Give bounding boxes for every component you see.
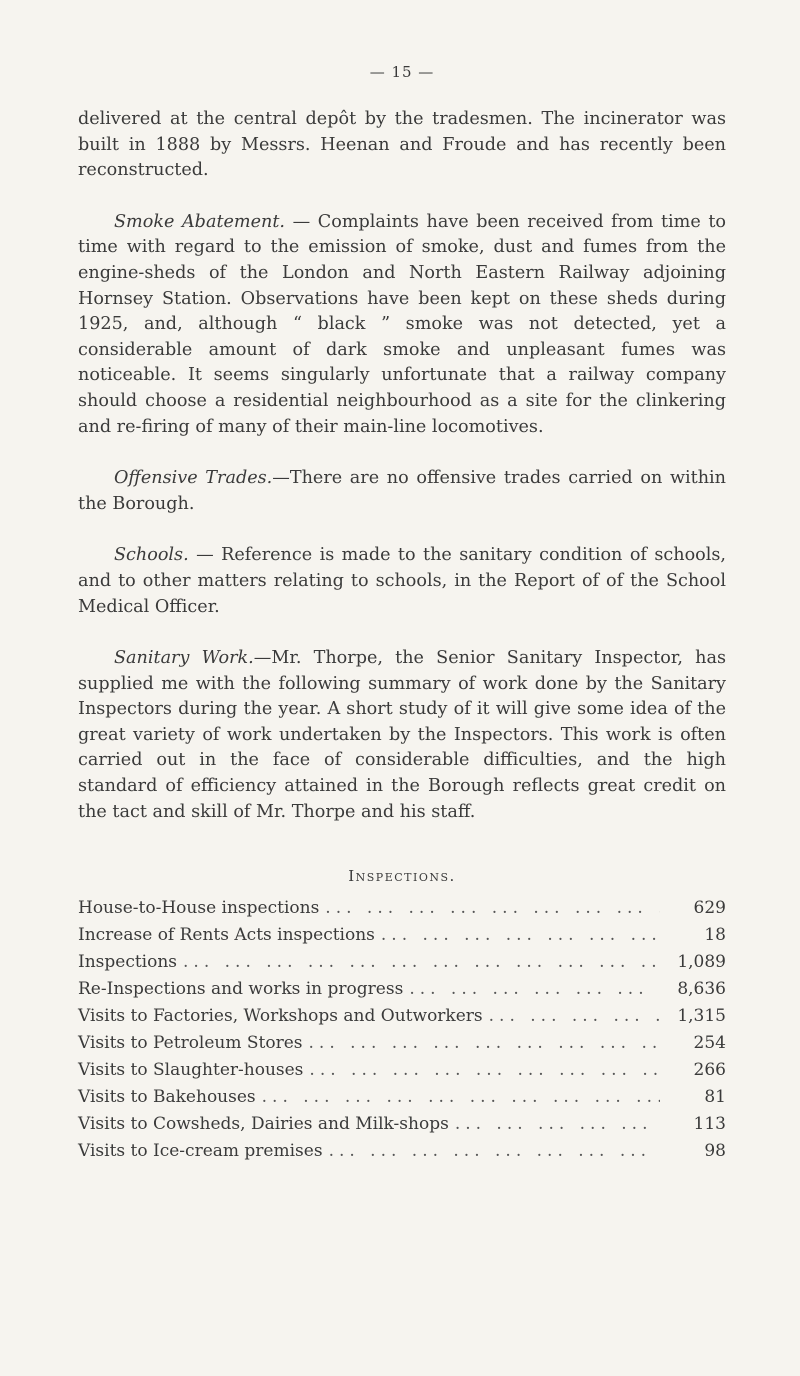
row-label: Visits to Petroleum Stores <box>78 1033 303 1053</box>
row-value: 254 <box>693 1033 726 1053</box>
row-label: Visits to Factories, Workshops and Outworkers <box>78 1006 483 1026</box>
table-row <box>78 1138 726 1165</box>
table-row <box>78 1030 726 1057</box>
row-label: Visits to Cowsheds, Dairies and Milk-shops <box>78 1114 449 1134</box>
dot-leader <box>409 976 660 1003</box>
page-number: — 15 — <box>369 63 435 81</box>
paragraph-incinerator <box>78 107 726 184</box>
row-label: Visits to Slaughter-houses <box>78 1060 304 1080</box>
dot-leader <box>381 922 660 949</box>
row-label: Visits to Bakehouses <box>78 1087 256 1107</box>
paragraph-text: — Reference is made to the sanitary condition of schools, and to other matters relating to schools, in the Report of of the School Medical Officer. <box>78 545 726 617</box>
paragraph-heading: Offensive Trades. <box>114 468 273 489</box>
row-value: 629 <box>693 898 726 918</box>
paragraph-heading: Smoke Abatement. <box>114 211 286 232</box>
paragraph-smoke-abatement <box>78 210 726 440</box>
row-label: Re-Inspections and works in progress <box>78 979 404 999</box>
body-text <box>78 107 726 851</box>
table-row <box>78 1003 726 1030</box>
paragraph-text: —Mr. Thorpe, the Senior Sanitary Inspector, has supplied me with the following summary of work done by the Sanitary Inspectors during the year. A short study of it will give some idea of the great variety of work undertaken by the Inspectors. This work is often carried out in the face of considerable difficulties, and the high standard of efficiency attained in the Borough reflects great credit on the tact and skill of Mr. Thorpe and his staff. <box>78 648 726 822</box>
paragraph-heading: Schools. <box>114 545 189 566</box>
table-row <box>78 1057 726 1084</box>
row-value: 1,315 <box>677 1006 726 1026</box>
table-row <box>78 922 726 949</box>
row-label: Increase of Rents Acts inspections <box>78 925 375 945</box>
dot-leader <box>309 1030 660 1057</box>
paragraph-offensive-trades <box>78 466 726 517</box>
dot-leader <box>489 1003 660 1030</box>
dot-leader <box>325 895 660 922</box>
dot-leader <box>309 1057 660 1084</box>
table-row <box>78 949 726 976</box>
dot-leader <box>455 1111 660 1138</box>
row-label: Visits to Ice-cream premises <box>78 1141 323 1161</box>
table-row <box>78 1111 726 1138</box>
table-row <box>78 895 726 922</box>
inspections-table <box>78 895 726 1165</box>
row-value: 113 <box>693 1114 726 1134</box>
table-row <box>78 1084 726 1111</box>
row-value: 98 <box>704 1141 726 1161</box>
row-value: 81 <box>704 1087 726 1107</box>
paragraph-heading: Sanitary Work. <box>114 648 254 669</box>
row-value: 266 <box>693 1060 726 1080</box>
paragraph-schools <box>78 543 726 620</box>
inspections-title: Inspections. <box>348 867 456 885</box>
table-row <box>78 976 726 1003</box>
dot-leader <box>183 949 660 976</box>
row-value: 18 <box>704 925 726 945</box>
paragraph-sanitary-work <box>78 646 726 825</box>
paragraph-text: delivered at the central depôt by the tradesmen. The incinerator was built in 1888 by Messrs. Heenan and Froude and has recently been reconstructed. <box>78 109 726 181</box>
paragraph-text: — Complaints have been received from time to time with regard to the emission of smoke, dust and fumes from the engine-sheds of the London and North Eastern Railway adjoining Hornsey Station. Observations have been kept on these sheds during 1925, and, although “ black ” smoke was not detected, yet a considerable amount of dark smoke and unpleasant fumes was noticeable. It seems singularly unfortunate that a railway company should choose a residential neighbourhood as a site for the clinkering and re-firing of many of their main-line locomotives. <box>78 211 726 437</box>
paragraph-text: —There are no offensive trades carried on within the Borough. <box>78 468 726 514</box>
row-value: 8,636 <box>677 979 726 999</box>
dot-leader <box>329 1138 660 1165</box>
dot-leader <box>262 1084 660 1111</box>
row-label: Inspections <box>78 952 178 972</box>
row-value: 1,089 <box>677 952 726 972</box>
row-label: House-to-House inspections <box>78 898 320 918</box>
